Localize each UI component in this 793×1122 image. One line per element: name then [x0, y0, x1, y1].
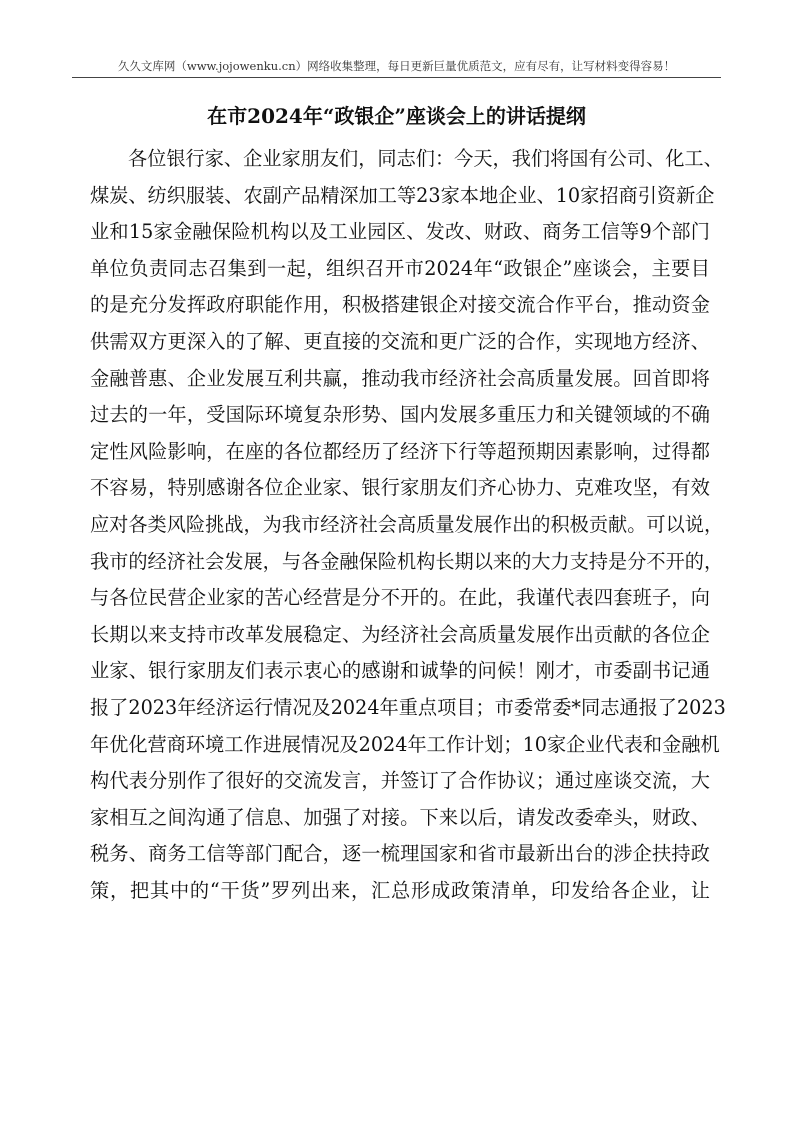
- paragraph-line: 单位负责同志召集到一起，组织召开市2024年“政银企”座谈会，主要目: [90, 256, 710, 280]
- document-title: 在市2024年“政银企”座谈会上的讲话提纲: [207, 104, 586, 128]
- paragraph-line: 定性风险影响，在座的各位都经历了经济下行等超预期因素影响，过得都: [90, 439, 710, 463]
- paragraph-line: 的是充分发挥政府职能作用，积极搭建银企对接交流合作平台，推动资金: [90, 293, 710, 317]
- paragraph-line: 策，把其中的“干货”罗列出来，汇总形成政策清单，印发给各企业，让: [90, 878, 710, 902]
- paragraph-line: 家相互之间沟通了信息、加强了对接。下来以后，请发改委牵头，财政、: [90, 805, 710, 829]
- paragraph-line: 各位银行家、企业家朋友们，同志们：今天，我们将国有公司、化工、: [128, 147, 723, 170]
- paragraph-line: 我市的经济社会发展，与各金融保险机构长期以来的大力支持是分不开的，: [90, 549, 724, 573]
- paragraph-line: 构代表分别作了很好的交流发言，并签订了合作协议；通过座谈交流，大: [90, 769, 710, 793]
- paragraph-line: 过去的一年，受国际环境复杂形势、国内发展多重压力和关键领域的不确: [90, 403, 710, 427]
- paragraph-line: 与各位民营企业家的苦心经营是分不开的。在此，我谨代表四套班子，向: [90, 586, 710, 610]
- paragraph-line: 年优化营商环境工作进展情况及2024年工作计划；10家企业代表和金融机: [90, 732, 720, 756]
- paragraph-line: 金融普惠、企业发展互利共赢，推动我市经济社会高质量发展。回首即将: [90, 366, 710, 390]
- paragraph-line: 长期以来支持市改革发展稳定、为经济社会高质量发展作出贡献的各位企: [90, 622, 710, 646]
- paragraph-line: 报了2023年经济运行情况及2024年重点项目；市委常委*同志通报了2023: [90, 695, 726, 719]
- paragraph-line: 煤炭、纺织服装、农副产品精深加工等23家本地企业、10家招商引资新企: [90, 183, 715, 207]
- paragraph-line: 业和15家金融保险机构以及工业园区、发改、财政、商务工信等9个部门: [90, 220, 710, 244]
- paragraph-line: 供需双方更深入的了解、更直接的交流和更广泛的合作，实现地方经济、: [90, 329, 710, 353]
- document-body: [90, 141, 726, 909]
- paragraph-line: 业家、银行家朋友们表示衷心的感谢和诚挚的问候！刚才，市委副书记通: [90, 659, 710, 683]
- paragraph-line: 应对各类风险挑战，为我市经济社会高质量发展作出的积极贡献。可以说，: [90, 512, 724, 536]
- page-header: 久久文库网（www.jojowenku.cn）网络收集整理，每日更新巨量优质范文，应有尽有，让写材料变得容易！: [117, 59, 676, 73]
- header-divider: [72, 77, 721, 78]
- paragraph-line: 税务、商务工信等部门配合，逐一梳理国家和省市最新出台的涉企扶持政: [90, 842, 710, 866]
- paragraph-line: 不容易，特别感谢各位企业家、银行家朋友们齐心协力、克难攻坚，有效: [90, 476, 710, 500]
